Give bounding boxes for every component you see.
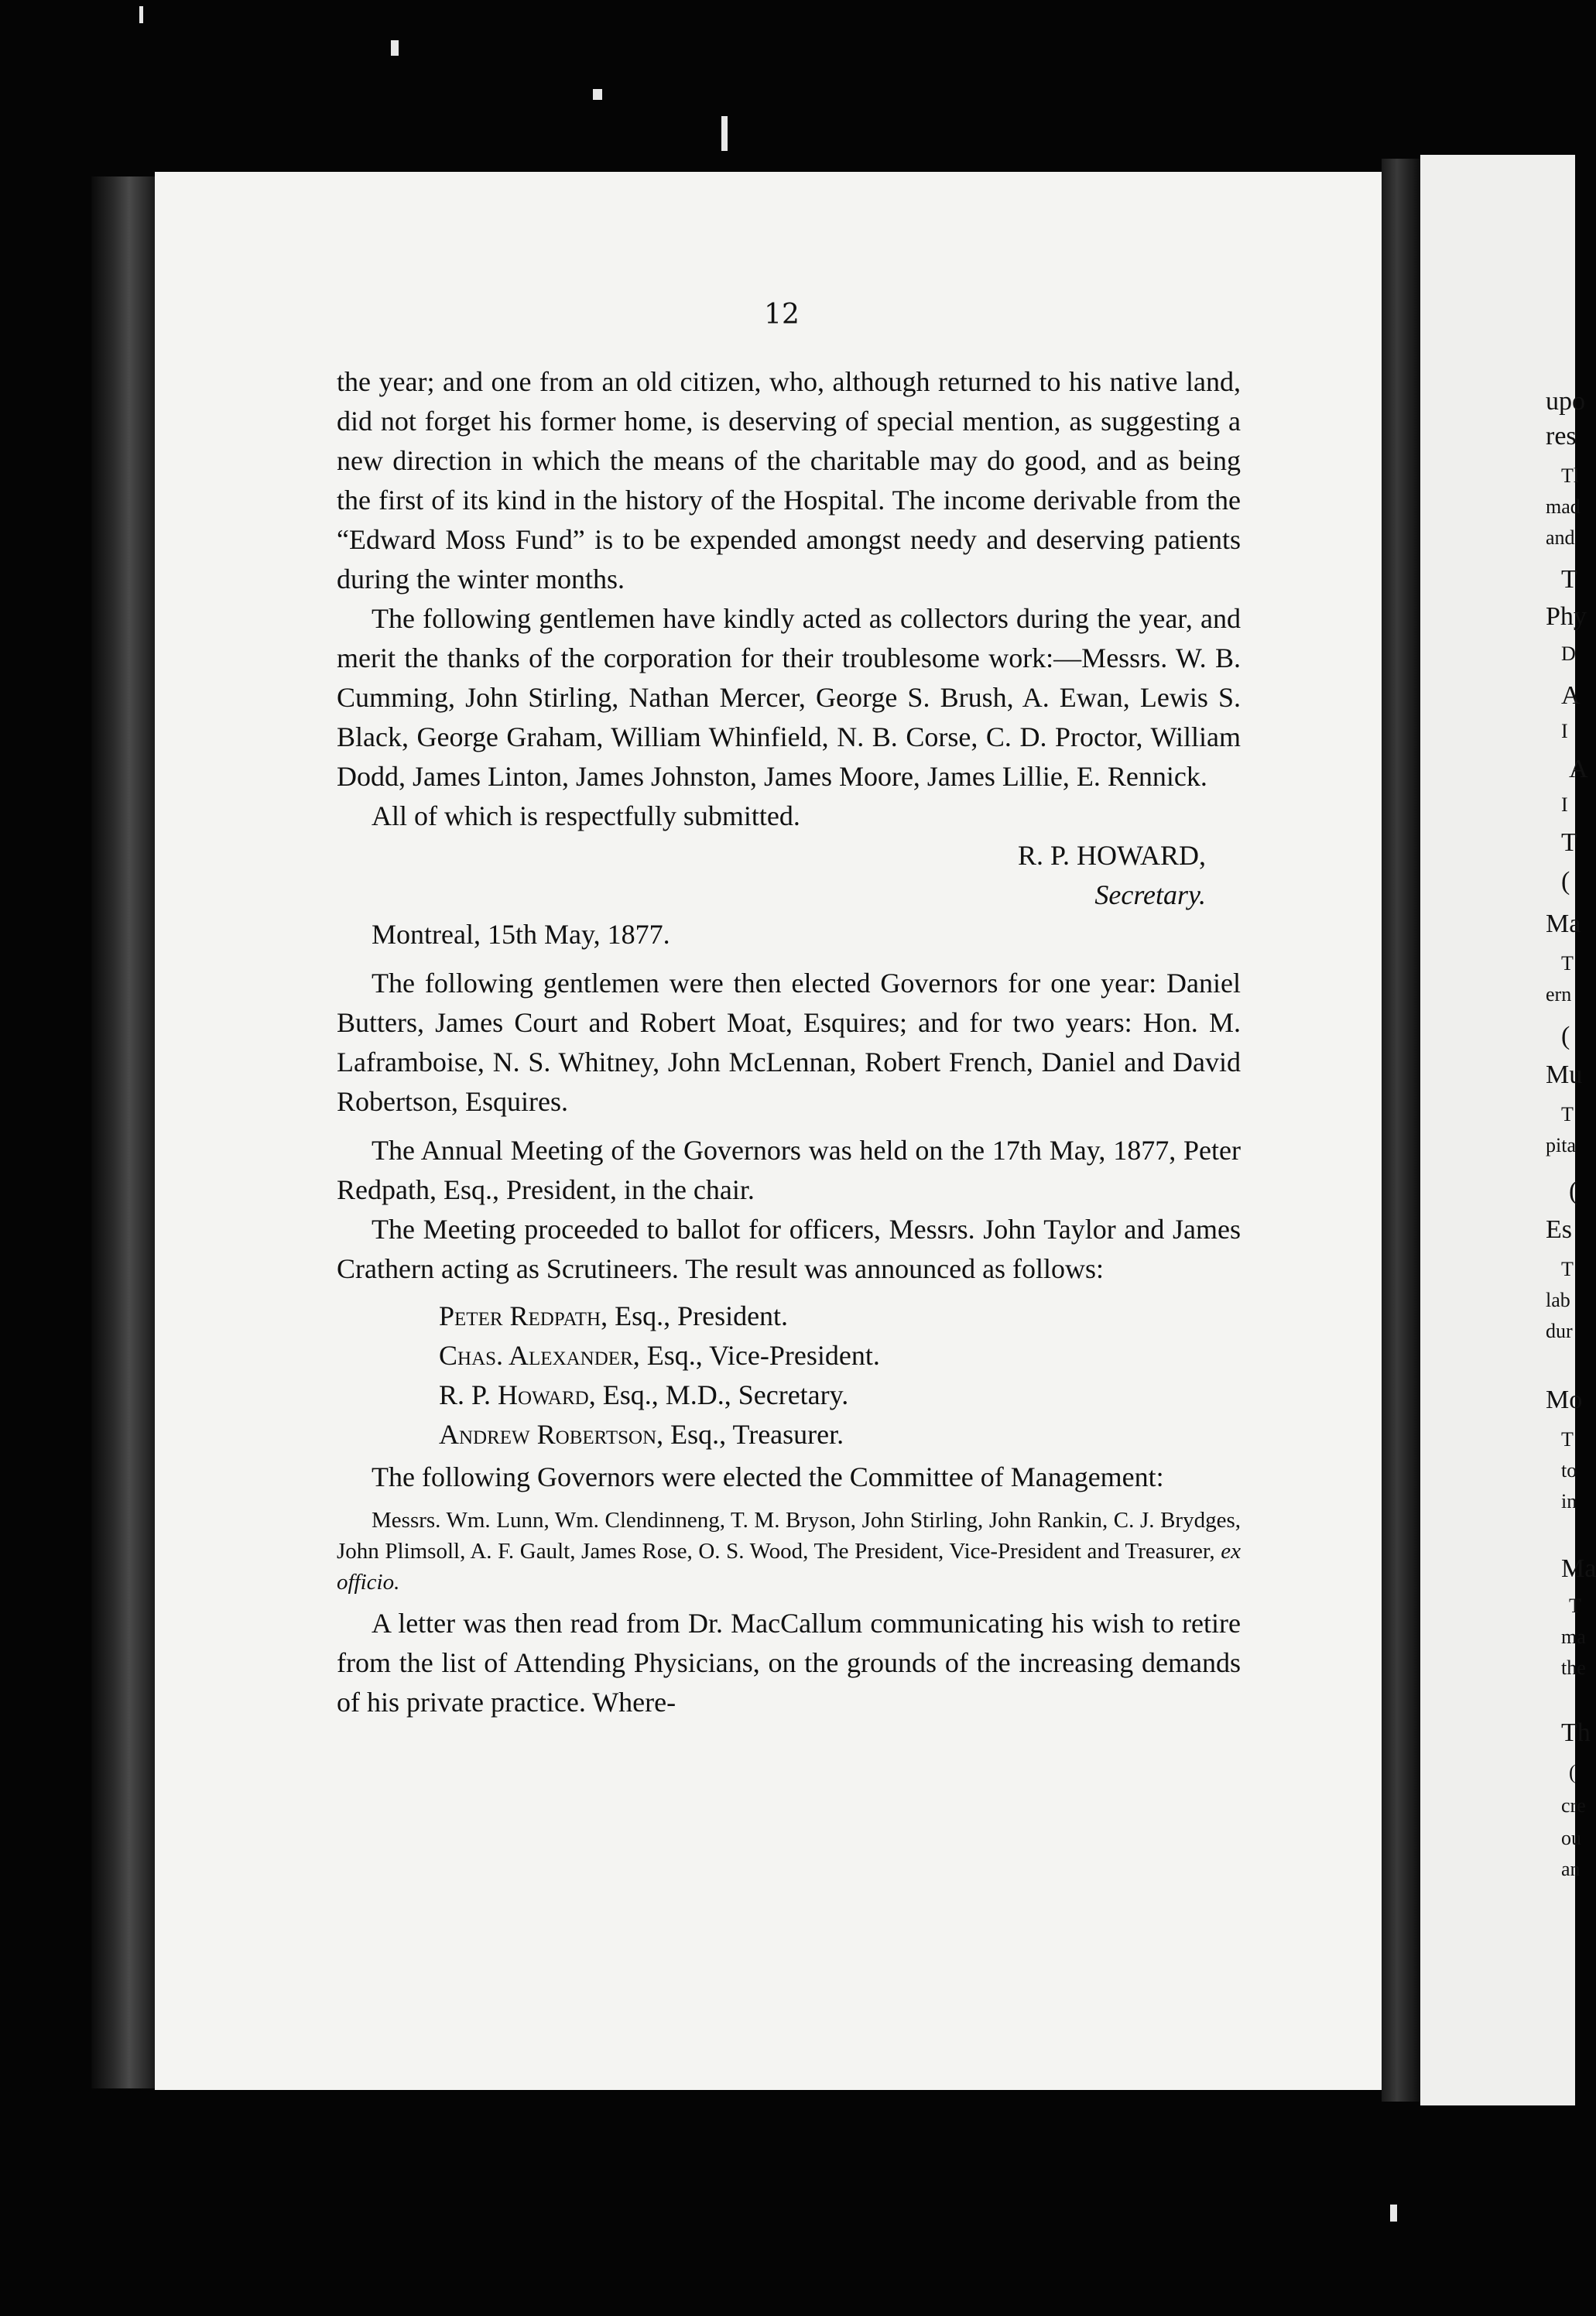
fragment: T — [1561, 1103, 1574, 1125]
committee-names: Messrs. Wm. Lunn, Wm. Clendinneng, T. M. Bryson, John Stirling, John Rankin, C. J. Brydges, John Plimsoll, A. F. Gault, James Rose, O. S. Wood, The President, Vice-President and Treasurer, — [337, 1508, 1241, 1564]
page-body — [337, 362, 1241, 1722]
fragment: res — [1546, 422, 1577, 451]
committee-list — [337, 1505, 1241, 1598]
fragment: dur — [1546, 1320, 1573, 1342]
fragment: Mo — [1546, 1386, 1583, 1414]
officer-title: , Esq., President. — [601, 1300, 789, 1331]
officer-entry — [439, 1376, 1241, 1415]
scan-speck — [391, 40, 399, 56]
fragment: Tl — [1561, 464, 1580, 487]
right-page — [1420, 155, 1596, 2105]
scan-speck — [721, 116, 728, 151]
paragraph: the year; and one from an old citizen, who, although returned to his native land, did not forget his former home, is deserving of special mention, as suggesting a new direction in which the means of the charitable may do good, and as being the first of its kind in the history of the Hospital. The income derivable from the “Edward Moss Fund” is to be expended amongst needy and deserving patients during the winter months. — [337, 366, 1241, 594]
fragment: cre — [1561, 1794, 1586, 1817]
officer-name: R. P. Howard — [439, 1379, 589, 1410]
fragment: Th — [1561, 1718, 1591, 1747]
fragment: A — [1569, 755, 1588, 783]
fragment: Ma — [1546, 910, 1581, 938]
officer-entry — [439, 1297, 1241, 1336]
fragment: T — [1561, 828, 1577, 857]
ex-officio: ex officio. — [337, 1539, 1241, 1595]
book-left-edge — [91, 176, 155, 2088]
fragment: ( — [1561, 867, 1570, 896]
fragment: T — [1561, 565, 1577, 594]
officer-name: Andrew Robertson — [439, 1419, 657, 1450]
dateline: Montreal, 15th May, 1877. — [372, 919, 670, 950]
officer-entry — [439, 1336, 1241, 1376]
paragraph: A letter was then read from Dr. MacCallum communicating his wish to retire from the list of Attending Physicians, on the grounds of the increasing demands of his private practice. Where- — [337, 1608, 1241, 1718]
fragment: D — [1561, 642, 1576, 665]
fragment: ( — [1569, 1177, 1578, 1205]
fragment: Phy — [1546, 602, 1587, 631]
fragment: A — [1561, 681, 1581, 710]
scan-speck — [139, 6, 143, 23]
signature-name: R. P. HOWARD, — [1017, 840, 1206, 871]
signature-role: Secretary. — [1094, 879, 1206, 910]
fragment: ern — [1546, 983, 1572, 1006]
fragment: lab — [1546, 1289, 1570, 1311]
officer-title: , Esq., Vice-President. — [632, 1340, 880, 1371]
paragraph: The following gentlemen were then elected Governors for one year: Daniel Butters, James Court and Robert Moat, Esquires; and for two years: Hon. M. Laframboise, N. S. Whitney, John McLennan, Robert French, Daniel and David Robertson, Esquires. — [337, 968, 1241, 1117]
paragraph: The following gentlemen have kindly acted as collectors during the year, and merit the thanks of the corporation for their troublesome work:—Messrs. W. B. Cumming, John Stirling, Nathan Mercer, George S. Brush, A. Ewan, Lewis S. Black, George Graham, William Whinfield, N. B. Corse, C. D. Proctor, William Dodd, James Linton, James Johnston, James Moore, James Lillie, E. Rennick. — [337, 603, 1241, 792]
fragment: pita — [1546, 1134, 1576, 1156]
fragment: mad — [1546, 495, 1581, 518]
fragment: T — [1561, 952, 1574, 975]
scan-speck — [593, 89, 602, 100]
scan-speck — [1390, 2205, 1397, 2222]
fragment: ma — [1561, 1626, 1586, 1648]
fragment: ( — [1561, 1022, 1570, 1050]
fragment: Mu — [1546, 1060, 1583, 1089]
fragment: Es — [1546, 1215, 1572, 1244]
page-number: 12 — [764, 299, 800, 331]
fragment: an — [1561, 1858, 1581, 1880]
fragment: I — [1561, 793, 1568, 816]
officer-entry — [439, 1415, 1241, 1454]
officer-name: Peter Redpath — [439, 1300, 601, 1331]
officers-list — [439, 1297, 1241, 1454]
fragment: T — [1561, 1258, 1574, 1280]
fragment: ( — [1569, 1761, 1576, 1783]
officer-title: , Esq., M.D., Secretary. — [588, 1379, 849, 1410]
fragment: T — [1561, 1428, 1574, 1451]
fragment: in — [1561, 1490, 1577, 1513]
paragraph: All of which is respectfully submitted. — [372, 800, 800, 831]
paragraph: The following Governors were elected the Committee of Management: — [372, 1461, 1164, 1492]
fragment: Ma — [1561, 1554, 1596, 1583]
fragment: and — [1546, 526, 1575, 549]
paragraph: The Annual Meeting of the Governors was held on the 17th May, 1877, Peter Redpath, Esq., President, in the chair. — [337, 1135, 1241, 1205]
fragment: I — [1561, 720, 1568, 742]
officer-name: Chas. Alexander — [439, 1340, 633, 1371]
fragment: T — [1569, 1595, 1581, 1617]
fragment: ou — [1561, 1827, 1581, 1849]
fragment: the — [1561, 1656, 1586, 1679]
paragraph: The Meeting proceeded to ballot for officers, Messrs. John Taylor and James Crathern acting as Scrutineers. The result was announced as follows: — [337, 1214, 1241, 1284]
fragment: upo — [1546, 387, 1585, 416]
book-gutter — [1382, 159, 1420, 2102]
officer-title: , Esq., Treasurer. — [656, 1419, 844, 1450]
fragment: to — [1561, 1459, 1577, 1482]
